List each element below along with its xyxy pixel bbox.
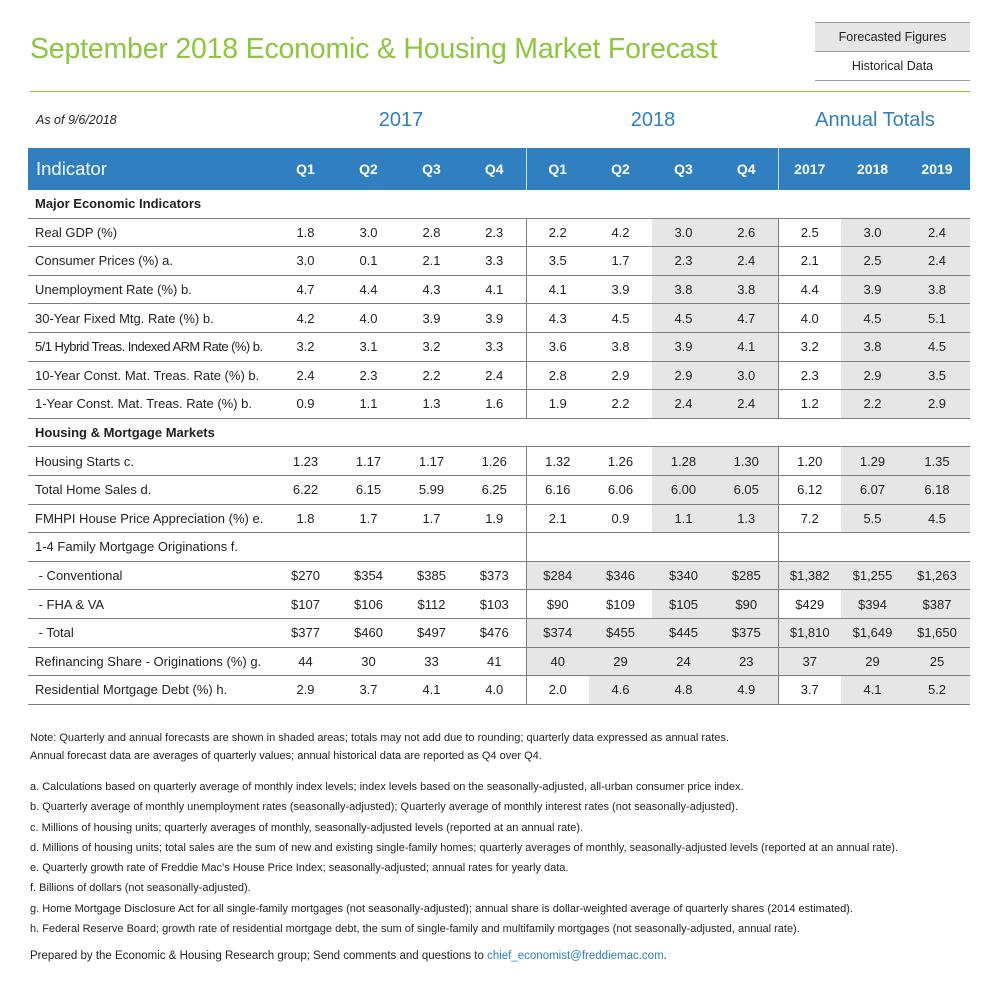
table-cell <box>400 533 463 562</box>
table-cell: $1,649 <box>841 618 904 647</box>
table-cell: 3.2 <box>778 332 841 361</box>
header-cell: Q2 <box>589 148 652 190</box>
table-cell: 6.07 <box>841 475 904 504</box>
legend-historical: Historical Data <box>815 51 970 81</box>
header-cell: Q1 <box>274 148 337 190</box>
row-label: 10-Year Const. Mat. Treas. Rate (%) b. <box>28 361 274 390</box>
row-label: 1-4 Family Mortgage Originations f. <box>28 533 274 562</box>
row-label: 1-Year Const. Mat. Treas. Rate (%) b. <box>28 390 274 419</box>
table-cell: 3.8 <box>589 332 652 361</box>
table-cell: 1.30 <box>715 447 778 476</box>
table-cell: $1,255 <box>841 561 904 590</box>
row-label: Residential Mortgage Debt (%) h. <box>28 676 274 705</box>
group-2017: 2017 <box>378 109 424 131</box>
as-of-date: As of 9/6/2018 <box>36 113 117 127</box>
table-cell: 4.0 <box>778 304 841 333</box>
table-row <box>28 304 970 333</box>
table-cell: 2.5 <box>841 247 904 276</box>
table-cell: 30 <box>337 647 400 676</box>
table-row <box>28 218 970 247</box>
table-cell: $373 <box>463 561 526 590</box>
table-cell: 2.4 <box>715 390 778 419</box>
table-cell: 3.0 <box>652 218 715 247</box>
table-cell: 1.29 <box>841 447 904 476</box>
table-cell: 5.99 <box>400 475 463 504</box>
table-cell: 0.1 <box>337 247 400 276</box>
table-cell: $377 <box>274 618 337 647</box>
table-cell: $340 <box>652 561 715 590</box>
table-cell: 1.1 <box>337 390 400 419</box>
contact-email-link[interactable]: chief_economist@freddiemac.com <box>487 950 664 962</box>
table-cell: $497 <box>400 618 463 647</box>
section-label: Housing & Mortgage Markets <box>28 418 970 447</box>
table-cell: 4.1 <box>715 332 778 361</box>
table-cell: $445 <box>652 618 715 647</box>
row-label: Housing Starts c. <box>28 447 274 476</box>
table-cell: 3.2 <box>274 332 337 361</box>
table-row <box>28 504 970 533</box>
table-cell: 1.17 <box>337 447 400 476</box>
table-cell: $429 <box>778 590 841 619</box>
table-cell: 6.00 <box>652 475 715 504</box>
note-line: Note: Quarterly and annual forecasts are shown in shaded areas; totals may not add due to rounding; quarterly data expressed as annual rates. <box>30 732 729 744</box>
table-row <box>28 618 970 647</box>
table-cell: $285 <box>715 561 778 590</box>
table-cell: 3.7 <box>778 676 841 705</box>
table-cell: 2.8 <box>400 218 463 247</box>
table-cell: $90 <box>715 590 778 619</box>
row-label: - FHA & VA <box>28 590 274 619</box>
row-label: - Conventional <box>28 561 274 590</box>
table-cell: 2.4 <box>274 361 337 390</box>
table-header-row <box>28 148 970 190</box>
table-cell: 3.9 <box>463 304 526 333</box>
table-row <box>28 332 970 361</box>
table-cell: $385 <box>400 561 463 590</box>
table-cell: 6.25 <box>463 475 526 504</box>
table-cell: 2.2 <box>841 390 904 419</box>
table-cell: 3.6 <box>526 332 589 361</box>
table-cell: 4.1 <box>526 275 589 304</box>
legend-forecast: Forecasted Figures <box>815 22 970 51</box>
table-cell: 1.7 <box>589 247 652 276</box>
table-cell: $1,650 <box>904 618 970 647</box>
table-cell: 2.4 <box>904 247 970 276</box>
table-cell: 1.2 <box>778 390 841 419</box>
table-cell: $476 <box>463 618 526 647</box>
table-cell: 37 <box>778 647 841 676</box>
row-label: Total Home Sales d. <box>28 475 274 504</box>
table-cell: 3.8 <box>904 275 970 304</box>
table-row <box>28 390 970 419</box>
notes <box>30 729 980 939</box>
table-cell: 2.1 <box>400 247 463 276</box>
table-cell: 29 <box>841 647 904 676</box>
table-row <box>28 647 970 676</box>
header-cell: Q3 <box>400 148 463 190</box>
section-label: Major Economic Indicators <box>28 190 970 218</box>
table-cell: 3.0 <box>337 218 400 247</box>
table-cell: 3.2 <box>400 332 463 361</box>
table-cell <box>715 533 778 562</box>
table-cell: 4.8 <box>652 676 715 705</box>
table-cell <box>274 533 337 562</box>
row-label: Consumer Prices (%) a. <box>28 247 274 276</box>
table-cell: 1.8 <box>274 504 337 533</box>
table-cell: 41 <box>463 647 526 676</box>
row-label: 5/1 Hybrid Treas. Indexed ARM Rate (%) b. <box>28 332 274 361</box>
table-cell: 2.9 <box>841 361 904 390</box>
table-cell: $284 <box>526 561 589 590</box>
table-cell: 5.1 <box>904 304 970 333</box>
table-cell: 2.9 <box>589 361 652 390</box>
table-cell: 1.32 <box>526 447 589 476</box>
table-cell: 4.1 <box>463 275 526 304</box>
table-cell: 6.12 <box>778 475 841 504</box>
table-cell: 4.5 <box>652 304 715 333</box>
table-cell: 2.4 <box>715 247 778 276</box>
row-label: Refinancing Share - Originations (%) g. <box>28 647 274 676</box>
table-cell: 1.3 <box>400 390 463 419</box>
table-cell: 3.8 <box>841 332 904 361</box>
table-cell: 4.5 <box>904 504 970 533</box>
header-cell: Q4 <box>463 148 526 190</box>
table-cell: 1.20 <box>778 447 841 476</box>
table-cell: $270 <box>274 561 337 590</box>
footnote-d: d. Millions of housing units; total sales are the sum of new and existing single-family homes; quarterly averages of monthly, seasonally-adjusted levels (reported at an annual rate). <box>30 841 899 854</box>
table-cell: 2.3 <box>652 247 715 276</box>
page-title: September 2018 Economic & Housing Market Forecast <box>30 33 718 65</box>
table-cell: $375 <box>715 618 778 647</box>
table-cell: $354 <box>337 561 400 590</box>
header-indicator: Indicator <box>28 148 274 190</box>
table-cell: 2.4 <box>904 218 970 247</box>
table-cell: 4.5 <box>589 304 652 333</box>
table-cell: 7.2 <box>778 504 841 533</box>
table-cell: 44 <box>274 647 337 676</box>
table-row <box>28 590 970 619</box>
table-cell: 3.9 <box>841 275 904 304</box>
table-cell: 2.2 <box>589 390 652 419</box>
table-cell: 2.5 <box>778 218 841 247</box>
table-row <box>28 447 970 476</box>
table-cell: 1.35 <box>904 447 970 476</box>
table-cell: 6.18 <box>904 475 970 504</box>
table-cell: 3.9 <box>589 275 652 304</box>
header-cell: Q4 <box>715 148 778 190</box>
row-label: Real GDP (%) <box>28 218 274 247</box>
table-cell: 1.23 <box>274 447 337 476</box>
table-cell: 2.0 <box>526 676 589 705</box>
table-cell: 3.7 <box>337 676 400 705</box>
table-cell: 23 <box>715 647 778 676</box>
prepared-by <box>30 950 667 962</box>
table-cell: 4.1 <box>841 676 904 705</box>
table-cell <box>589 533 652 562</box>
table-cell: 4.2 <box>274 304 337 333</box>
table-cell: 2.3 <box>337 361 400 390</box>
header-cell: Q2 <box>337 148 400 190</box>
table-cell: 2.2 <box>526 218 589 247</box>
table-cell: 2.4 <box>463 361 526 390</box>
table-cell: 29 <box>589 647 652 676</box>
table-cell: 4.2 <box>589 218 652 247</box>
table-cell: 1.7 <box>337 504 400 533</box>
table-cell: 5.2 <box>904 676 970 705</box>
table-cell: $105 <box>652 590 715 619</box>
table-cell: 3.8 <box>652 275 715 304</box>
table-cell: 2.1 <box>778 247 841 276</box>
table-cell: 33 <box>400 647 463 676</box>
table-cell: 2.2 <box>400 361 463 390</box>
table-cell: 6.16 <box>526 475 589 504</box>
table-cell: $455 <box>589 618 652 647</box>
table-cell: 4.3 <box>400 275 463 304</box>
table-row <box>28 275 970 304</box>
group-annual-totals: Annual Totals <box>815 109 935 131</box>
footnote-e: e. Quarterly growth rate of Freddie Mac’s House Price Index; seasonally-adjusted; annual rates for yearly data. <box>30 862 569 875</box>
table-cell <box>841 533 904 562</box>
table-cell: 4.4 <box>337 275 400 304</box>
table-cell: $112 <box>400 590 463 619</box>
table-cell: $107 <box>274 590 337 619</box>
table-cell: 3.0 <box>715 361 778 390</box>
table-cell: 3.9 <box>400 304 463 333</box>
table-cell: 3.0 <box>274 247 337 276</box>
table-cell: 5.5 <box>841 504 904 533</box>
table-cell: 1.8 <box>274 218 337 247</box>
table-cell <box>778 533 841 562</box>
table-cell: $346 <box>589 561 652 590</box>
footnote-b: b. Quarterly average of monthly unemployment rates (seasonally-adjusted); Quarterly average of monthly interest rates (not seasonally-adjusted). <box>30 801 739 814</box>
prepared-text: Prepared by the Economic & Housing Research group; Send comments and questions to <box>30 950 488 962</box>
table-cell: 1.3 <box>715 504 778 533</box>
table-cell: 3.5 <box>904 361 970 390</box>
table-cell: 40 <box>526 647 589 676</box>
group-2018: 2018 <box>630 109 676 131</box>
row-label: 30-Year Fixed Mtg. Rate (%) b. <box>28 304 274 333</box>
table-cell: 1.9 <box>463 504 526 533</box>
table-cell: 2.6 <box>715 218 778 247</box>
table-row <box>28 361 970 390</box>
table-cell: 24 <box>652 647 715 676</box>
header-cell: 2018 <box>841 148 904 190</box>
table-cell: 4.0 <box>463 676 526 705</box>
table-cell: 4.5 <box>841 304 904 333</box>
table-cell: 6.06 <box>589 475 652 504</box>
table-row <box>28 247 970 276</box>
table-row <box>28 475 970 504</box>
footnote-a: a. Calculations based on quarterly average of monthly index levels; index levels based on the seasonally-adjusted, all-urban consumer price index. <box>30 781 744 793</box>
table-cell: 4.7 <box>274 275 337 304</box>
table-cell: 25 <box>904 647 970 676</box>
table-cell: $394 <box>841 590 904 619</box>
prepared-end: . <box>663 950 667 962</box>
table-cell: 3.9 <box>652 332 715 361</box>
table-cell: 3.5 <box>526 247 589 276</box>
table-cell: 1.26 <box>463 447 526 476</box>
footnote-h: h. Federal Reserve Board; growth rate of residential mortgage debt, the sum of single-family and multifamily mortgages (not seasonally-adjusted, annual rate). <box>30 923 800 936</box>
table-cell: 4.0 <box>337 304 400 333</box>
table-cell: 3.3 <box>463 332 526 361</box>
table-row <box>28 676 970 705</box>
table-cell: 6.22 <box>274 475 337 504</box>
header-cell: Q3 <box>652 148 715 190</box>
section-row <box>28 190 970 218</box>
table-cell: 2.9 <box>652 361 715 390</box>
table-cell: $387 <box>904 590 970 619</box>
row-label: - Total <box>28 618 274 647</box>
table-cell: 2.4 <box>652 390 715 419</box>
table-cell: 6.05 <box>715 475 778 504</box>
table-cell: $109 <box>589 590 652 619</box>
section-row <box>28 418 970 447</box>
table-row <box>28 533 970 562</box>
note-line: Annual forecast data are averages of quarterly values; annual historical data are reported as Q4 over Q4. <box>30 750 542 762</box>
legend <box>815 22 970 81</box>
table-cell: 6.15 <box>337 475 400 504</box>
table-cell: 3.1 <box>337 332 400 361</box>
header-cell: 2019 <box>904 148 970 190</box>
row-label: Unemployment Rate (%) b. <box>28 275 274 304</box>
table-cell <box>337 533 400 562</box>
table-cell: 4.9 <box>715 676 778 705</box>
table-cell: 4.1 <box>400 676 463 705</box>
table-cell: 3.3 <box>463 247 526 276</box>
table-cell: 2.8 <box>526 361 589 390</box>
table-cell: $103 <box>463 590 526 619</box>
forecast-table <box>28 148 970 705</box>
table-cell: $1,810 <box>778 618 841 647</box>
table-cell: $106 <box>337 590 400 619</box>
table-cell: 3.8 <box>715 275 778 304</box>
table-cell: 4.4 <box>778 275 841 304</box>
table-cell <box>904 533 970 562</box>
table-cell: 0.9 <box>274 390 337 419</box>
footnote-c: c. Millions of housing units; quarterly averages of monthly, seasonally-adjusted levels (reported at an annual rate). <box>30 821 584 834</box>
table-cell: 1.7 <box>400 504 463 533</box>
footnote-f: f. Billions of dollars (not seasonally-adjusted). <box>30 882 251 895</box>
table-cell: 2.1 <box>526 504 589 533</box>
table-cell: 1.1 <box>652 504 715 533</box>
table-cell: 4.7 <box>715 304 778 333</box>
table-cell: 1.17 <box>400 447 463 476</box>
footnote-g: g. Home Mortgage Disclosure Act for all single-family mortgages (not seasonally-adjusted); annual share is dollar-weighted average of quarterly shares (2014 estimated). <box>30 902 853 915</box>
table-cell <box>652 533 715 562</box>
table-cell: 2.9 <box>274 676 337 705</box>
table-cell: $460 <box>337 618 400 647</box>
table-cell: 1.26 <box>589 447 652 476</box>
header-cell: Q1 <box>526 148 589 190</box>
table-cell: 2.9 <box>904 390 970 419</box>
table-cell: 0.9 <box>589 504 652 533</box>
table-cell: 1.6 <box>463 390 526 419</box>
table-cell: $374 <box>526 618 589 647</box>
table-cell: 2.3 <box>778 361 841 390</box>
table-row <box>28 561 970 590</box>
footnotes <box>30 777 980 939</box>
table-cell: 4.6 <box>589 676 652 705</box>
table-cell: 4.5 <box>904 332 970 361</box>
table-cell: 1.9 <box>526 390 589 419</box>
table-cell: 4.3 <box>526 304 589 333</box>
table-cell: 1.28 <box>652 447 715 476</box>
table-cell: 3.0 <box>841 218 904 247</box>
table-cell <box>463 533 526 562</box>
title-divider <box>30 91 970 92</box>
table-cell: $1,382 <box>778 561 841 590</box>
header-cell: 2017 <box>778 148 841 190</box>
row-label: FMHPI House Price Appreciation (%) e. <box>28 504 274 533</box>
table-cell: $90 <box>526 590 589 619</box>
table-cell <box>526 533 589 562</box>
table-cell: 2.3 <box>463 218 526 247</box>
table-cell: $1,263 <box>904 561 970 590</box>
